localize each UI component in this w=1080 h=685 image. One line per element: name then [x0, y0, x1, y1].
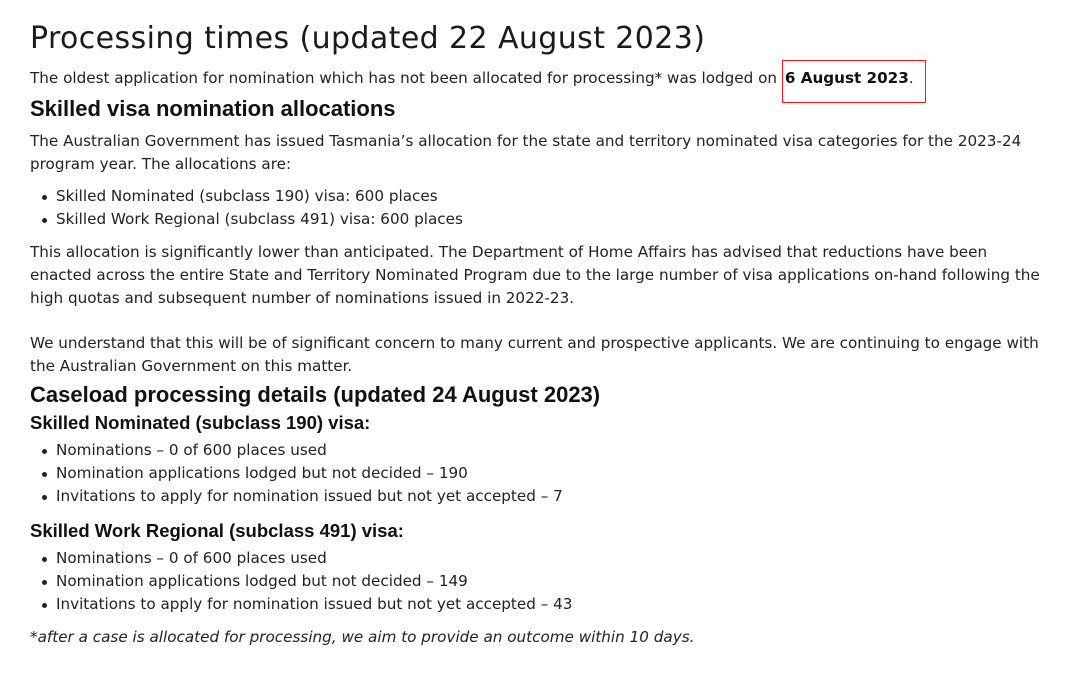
oldest-application-suffix: .	[908, 69, 914, 87]
caseload-heading: Caseload processing details (updated 24 August 2023)	[30, 382, 601, 408]
page-title: Processing times (updated 22 August 2023)	[30, 21, 706, 56]
allocations-concern: We understand that this will be of significant concern to many current and prospective applicants. We are continuing to engage with the Australian Government on this matter.	[30, 333, 1039, 375]
processing-footnote: *after a case is allocated for processing, we aim to provide an outcome within 10 days.	[30, 628, 695, 647]
oldest-application-text	[30, 67, 1040, 91]
allocations-heading: Skilled visa nomination allocations	[30, 95, 396, 121]
list-item: Invitations to apply for nomination issued but not yet accepted – 43	[40, 593, 1040, 616]
list-item: Nomination applications lodged but not decided – 190	[40, 462, 1040, 485]
list-item: Nominations – 0 of 600 places used	[40, 547, 1040, 570]
list-item: Skilled Nominated (subclass 190) visa: 600 places	[40, 185, 1040, 208]
allocations-list	[30, 185, 1040, 231]
allocations-impact: This allocation is significantly lower than anticipated. The Department of Home Affairs has advised that reductions have been enacted across the entire State and Territory Nominated Program due to the large number of visa applications on-hand following the high quotas and subsequent number of nominations issued in 2022-23.	[30, 243, 1040, 307]
list-item: Invitations to apply for nomination issued but not yet accepted – 7	[40, 485, 1040, 508]
subclass-190-list	[30, 439, 1040, 508]
highlighted-date-box	[782, 60, 926, 103]
list-item: Nomination applications lodged but not decided – 149	[40, 570, 1040, 593]
oldest-application-lead: The oldest application for nomination which has not been allocated for processing* was lodged on	[30, 69, 782, 87]
subclass-491-heading: Skilled Work Regional (subclass 491) visa:	[30, 520, 404, 542]
list-item: Skilled Work Regional (subclass 491) visa: 600 places	[40, 208, 1040, 231]
oldest-application-date: 6 August 2023	[784, 69, 909, 87]
allocations-intro: The Australian Government has issued Tasmania’s allocation for the state and territory nominated visa categories for the 2023-24 program year. The allocations are:	[30, 131, 1022, 173]
subclass-491-list	[30, 547, 1040, 616]
list-item: Nominations – 0 of 600 places used	[40, 439, 1040, 462]
content-area	[30, 0, 1040, 649]
subclass-190-heading: Skilled Nominated (subclass 190) visa:	[30, 412, 371, 434]
